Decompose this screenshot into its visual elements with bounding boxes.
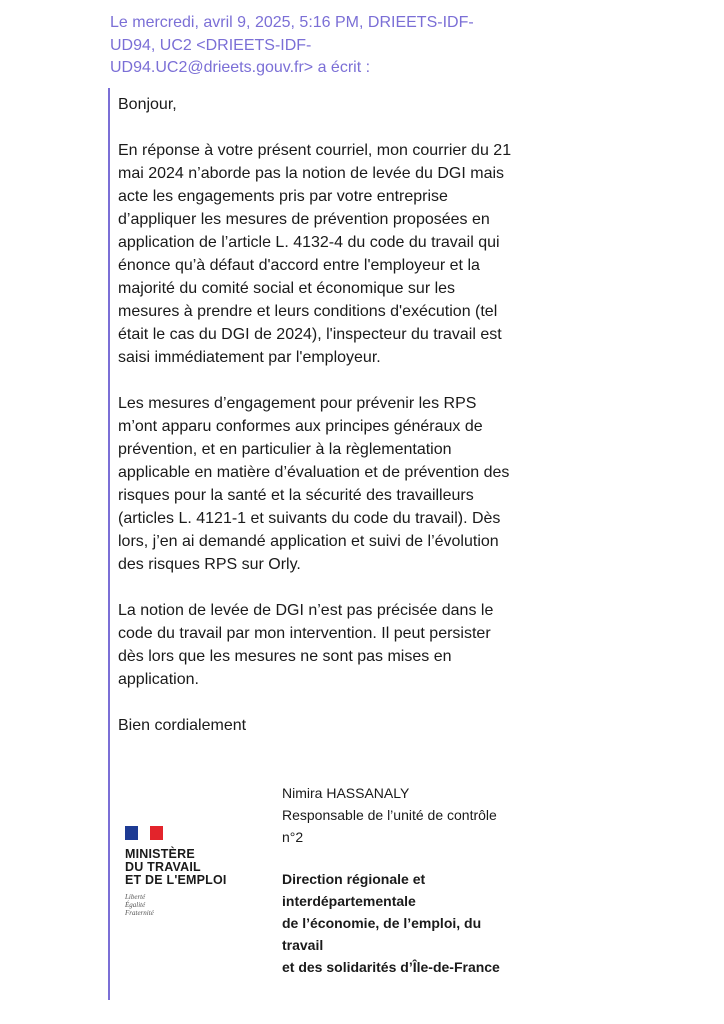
flag-icon [125, 826, 163, 840]
quote-bar [108, 88, 110, 1000]
ministry-name: MINISTÈRE DU TRAVAIL ET DE L'EMPLOI [125, 847, 227, 887]
ministry-motto: Liberté Égalité Fraternité [125, 893, 154, 917]
signature-role: Responsable de l’unité de contrôle n°2 [282, 807, 497, 845]
paragraph-2: Les mesures d’engagement pour prévenir les RPS m’ont apparu conformes aux principes généraux de prévention, et en particulier à la règlementation applicable en matière d’évaluation et de prévention des risques pour la santé et la sécurité des travailleurs (articles L. 4121-1 et suivants du code du travail). Dès lors, j’en ai demandé application et suivi de l’évolution des risques RPS sur Orly. [118, 395, 510, 573]
quote-header: Le mercredi, avril 9, 2025, 5:16 PM, DRIEETS-IDF- UD94, UC2 <DRIEETS-IDF- UD94.UC2@drieets.gouv.fr> a écrit : [110, 14, 474, 76]
signature-name: Nimira HASSANALY [282, 785, 410, 801]
signature-department: Direction régionale et interdépartementale de l’économie, de l’emploi, du travail et des solidarités d’Île-de-France [282, 871, 500, 975]
paragraph-3: La notion de levée de DGI n’est pas précisée dans le code du travail par mon intervention. Il peut persister dès lors que les mesures ne sont pas mises en application. [118, 602, 494, 688]
email-body [118, 93, 548, 760]
closing: Bien cordialement [118, 717, 247, 734]
paragraph-1: En réponse à votre présent courriel, mon courrier du 21 mai 2024 n’aborde pas la notion de levée du DGI mais acte les engagements pris par votre entreprise d’appliquer les mesures de prévention proposées en application de l’article L. 4132-4 du code du travail qui énonce qu’à défaut d'accord entre l'employeur et la majorité du comité social et économique sur les mesures à prendre et leurs conditions d'exécution (tel était le cas du DGI de 2024), l'inspecteur du travail est saisi immédiatement par l'employeur. [118, 142, 512, 366]
signature [282, 782, 542, 978]
greeting: Bonjour, [118, 96, 177, 113]
ministry-logo [125, 826, 255, 917]
